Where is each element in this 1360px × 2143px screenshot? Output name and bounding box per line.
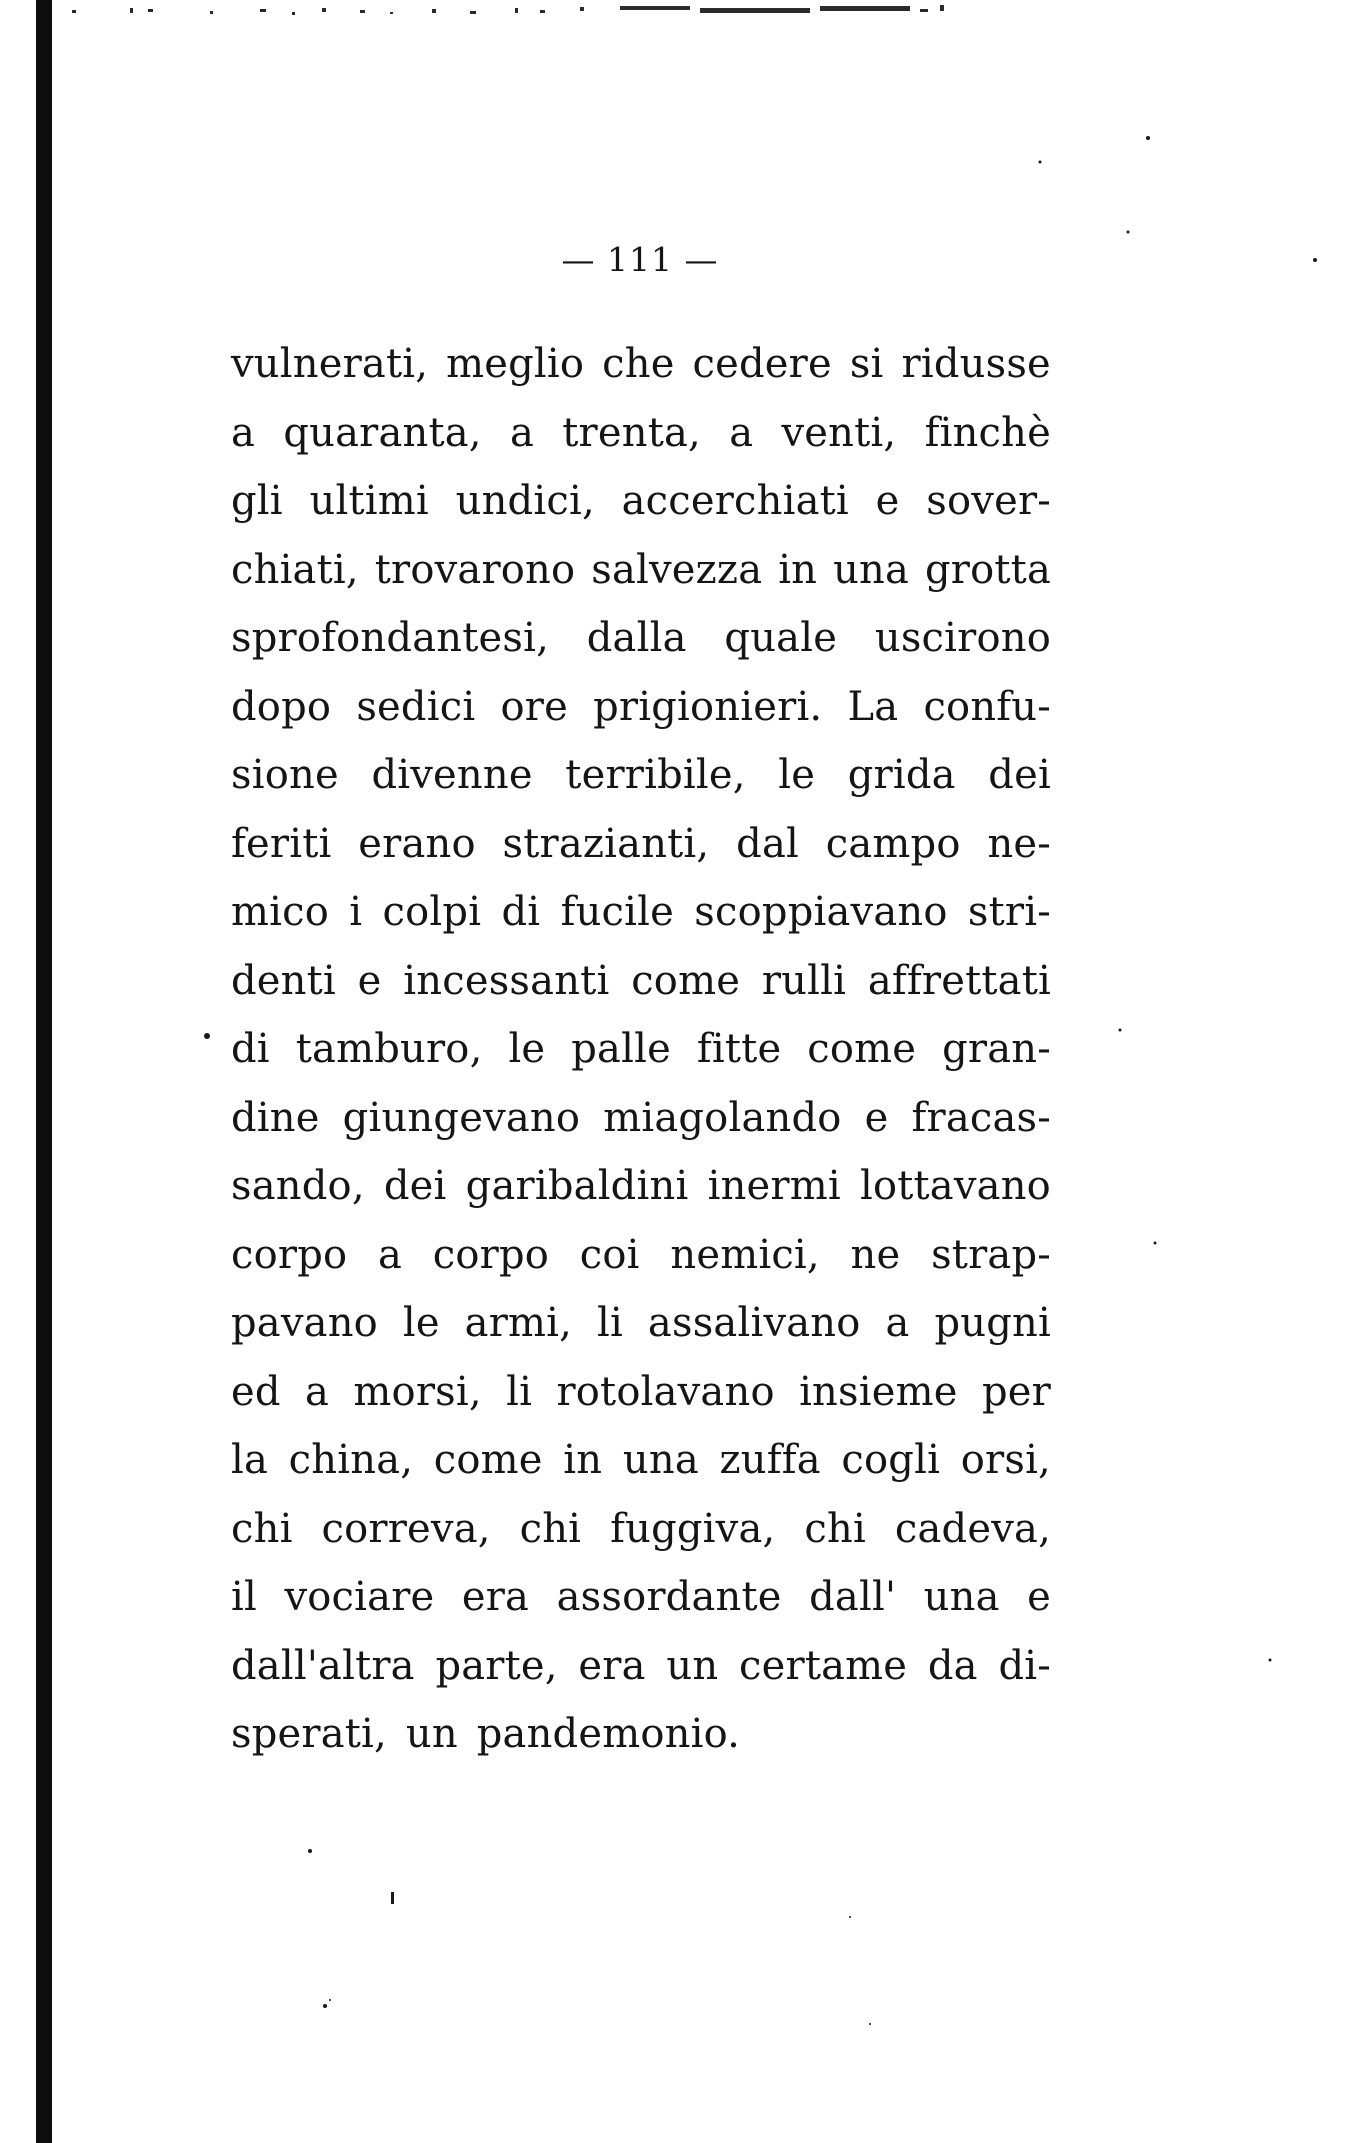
word: pavano	[231, 1300, 378, 1346]
word: quale	[724, 615, 838, 661]
word: a	[305, 1368, 330, 1415]
top-edge-bleed-through	[60, 0, 980, 26]
word: coi	[579, 1231, 640, 1278]
word: ultimi	[309, 478, 429, 524]
word: denti	[231, 957, 336, 1004]
word: una	[622, 1437, 699, 1483]
word: fucile	[560, 889, 675, 935]
word: grida	[847, 752, 956, 798]
word: pugni	[934, 1300, 1051, 1346]
text-line	[231, 1358, 1051, 1427]
text-line	[231, 1289, 1051, 1358]
word: come	[631, 957, 741, 1004]
word: sione	[231, 752, 339, 798]
word: era	[461, 1574, 530, 1620]
word: li	[597, 1300, 623, 1346]
text-line	[231, 1700, 1051, 1769]
word: gli	[231, 478, 283, 524]
word: in	[563, 1437, 603, 1483]
word: insieme	[799, 1368, 958, 1415]
word: correva,	[321, 1505, 491, 1552]
word: una	[833, 546, 910, 593]
word: zuffa	[719, 1437, 821, 1483]
word: sperati,	[231, 1711, 406, 1757]
word: dei	[383, 1163, 447, 1209]
text-line	[231, 1563, 1051, 1632]
body-text	[231, 330, 1051, 1769]
word: per	[981, 1368, 1051, 1415]
word: uscirono	[874, 615, 1051, 661]
text-line	[231, 604, 1051, 673]
word: scoppiavano	[694, 889, 948, 935]
word: incessanti	[403, 957, 610, 1004]
text-line	[231, 1221, 1051, 1290]
text-line	[231, 673, 1051, 742]
word: confu-	[923, 683, 1051, 730]
word: strap-	[931, 1231, 1051, 1278]
word: a	[885, 1300, 910, 1346]
word: pandemonio.	[476, 1711, 741, 1757]
word: morsi,	[353, 1368, 482, 1415]
word: chi	[519, 1505, 582, 1552]
word: sando,	[231, 1163, 365, 1209]
word: in	[778, 546, 818, 593]
word: il	[231, 1574, 257, 1620]
text-line	[231, 1495, 1051, 1564]
word: rulli	[761, 957, 847, 1004]
word: la	[231, 1437, 269, 1483]
word: lottavano	[859, 1163, 1051, 1209]
word: colpi	[382, 889, 482, 935]
word: dei	[988, 752, 1051, 798]
text-line	[231, 330, 1051, 399]
word: cadeva,	[894, 1505, 1051, 1552]
word: terribile,	[565, 752, 746, 798]
text-line	[231, 1426, 1051, 1495]
word: li	[506, 1368, 533, 1415]
text-line	[231, 1152, 1051, 1221]
word: ne	[850, 1231, 901, 1278]
text-line	[231, 1632, 1051, 1701]
word: armi,	[464, 1300, 573, 1346]
word: campo	[825, 820, 961, 867]
word: le	[778, 752, 816, 798]
word: dalla	[586, 615, 687, 661]
word: ore	[500, 683, 568, 730]
word: trenta,	[562, 409, 701, 456]
word: palle	[571, 1026, 671, 1072]
word: rotolavano	[556, 1368, 775, 1415]
word: di	[231, 1026, 270, 1072]
text-line	[231, 467, 1051, 536]
word: gran-	[942, 1026, 1051, 1072]
word: chi	[804, 1505, 866, 1552]
word: dall'	[809, 1574, 897, 1620]
word: trovarono	[374, 546, 576, 593]
text-line	[231, 810, 1051, 879]
word: undici,	[455, 478, 595, 524]
word: si	[849, 341, 884, 387]
word: sprofondantesi,	[231, 615, 549, 661]
word: e	[875, 478, 900, 524]
word: a	[231, 409, 256, 456]
word: fuggiva,	[610, 1505, 776, 1552]
word: fitte	[696, 1026, 782, 1072]
word: fracas-	[911, 1094, 1051, 1141]
word: chi	[231, 1505, 293, 1552]
word: dine	[231, 1094, 320, 1141]
word: erano	[358, 820, 476, 867]
word: a	[378, 1231, 403, 1278]
word: cogli	[841, 1437, 941, 1483]
word: quaranta,	[283, 409, 482, 456]
word: prigionieri.	[593, 683, 823, 730]
word: e	[1027, 1574, 1051, 1620]
word: nemici,	[670, 1231, 820, 1278]
text-line	[231, 878, 1051, 947]
text-line	[231, 947, 1051, 1016]
word: corpo	[231, 1231, 348, 1278]
word: divenne	[371, 752, 533, 798]
word: meglio	[446, 341, 585, 387]
word: di-	[998, 1642, 1051, 1689]
word: mico	[231, 889, 330, 935]
word: vociare	[284, 1574, 435, 1620]
word: tamburo,	[295, 1026, 483, 1072]
text-line	[231, 1015, 1051, 1084]
word: come	[433, 1437, 543, 1483]
word: finchè	[924, 409, 1051, 456]
text-line	[231, 1084, 1051, 1153]
page-number: — 111 —	[561, 240, 719, 279]
word: giungevano	[342, 1094, 581, 1141]
word: cedere	[692, 341, 832, 387]
word: a	[509, 409, 535, 456]
word: come	[807, 1026, 917, 1072]
word: venti,	[781, 409, 897, 456]
word: feriti	[231, 820, 332, 867]
word: inermi	[707, 1163, 841, 1209]
word: era	[578, 1642, 646, 1689]
word: strazianti,	[502, 820, 710, 867]
word: salvezza	[591, 546, 763, 593]
word: vulnerati,	[231, 341, 429, 387]
word: ed	[231, 1368, 281, 1415]
word: che	[602, 341, 675, 387]
word: da	[927, 1642, 978, 1689]
word: sover-	[926, 478, 1051, 524]
text-line	[231, 536, 1051, 605]
word: ne-	[987, 820, 1051, 867]
word: e	[357, 957, 382, 1004]
word: affrettati	[867, 957, 1051, 1004]
word: le	[402, 1300, 440, 1346]
word: La	[847, 683, 899, 730]
word: grotta	[924, 546, 1051, 593]
word: ridusse	[901, 341, 1051, 387]
word: una	[923, 1574, 1000, 1620]
word: dopo	[231, 683, 332, 730]
word: le	[508, 1026, 546, 1072]
word: miagolando	[603, 1094, 842, 1141]
text-line	[231, 399, 1051, 468]
word: orsi,	[960, 1437, 1051, 1483]
word: stri-	[967, 889, 1051, 935]
word: garibaldini	[465, 1163, 689, 1209]
word: sedici	[356, 683, 476, 730]
word: a	[729, 409, 754, 456]
word: dal	[736, 820, 799, 867]
word: chiati,	[231, 546, 359, 593]
word: dall'altra	[231, 1642, 415, 1689]
binding-edge-shadow	[36, 0, 52, 2143]
word: certame	[739, 1642, 908, 1689]
word: assordante	[556, 1574, 782, 1620]
word: accerchiati	[621, 478, 849, 524]
word: un	[405, 1711, 477, 1757]
word: corpo	[432, 1231, 550, 1278]
word: china,	[288, 1437, 414, 1483]
word: e	[864, 1094, 889, 1141]
word: i	[349, 889, 363, 935]
word: un	[666, 1642, 719, 1689]
word: parte,	[435, 1642, 558, 1689]
text-line	[231, 741, 1051, 810]
word: assalivano	[647, 1300, 861, 1346]
word: di	[501, 889, 541, 935]
